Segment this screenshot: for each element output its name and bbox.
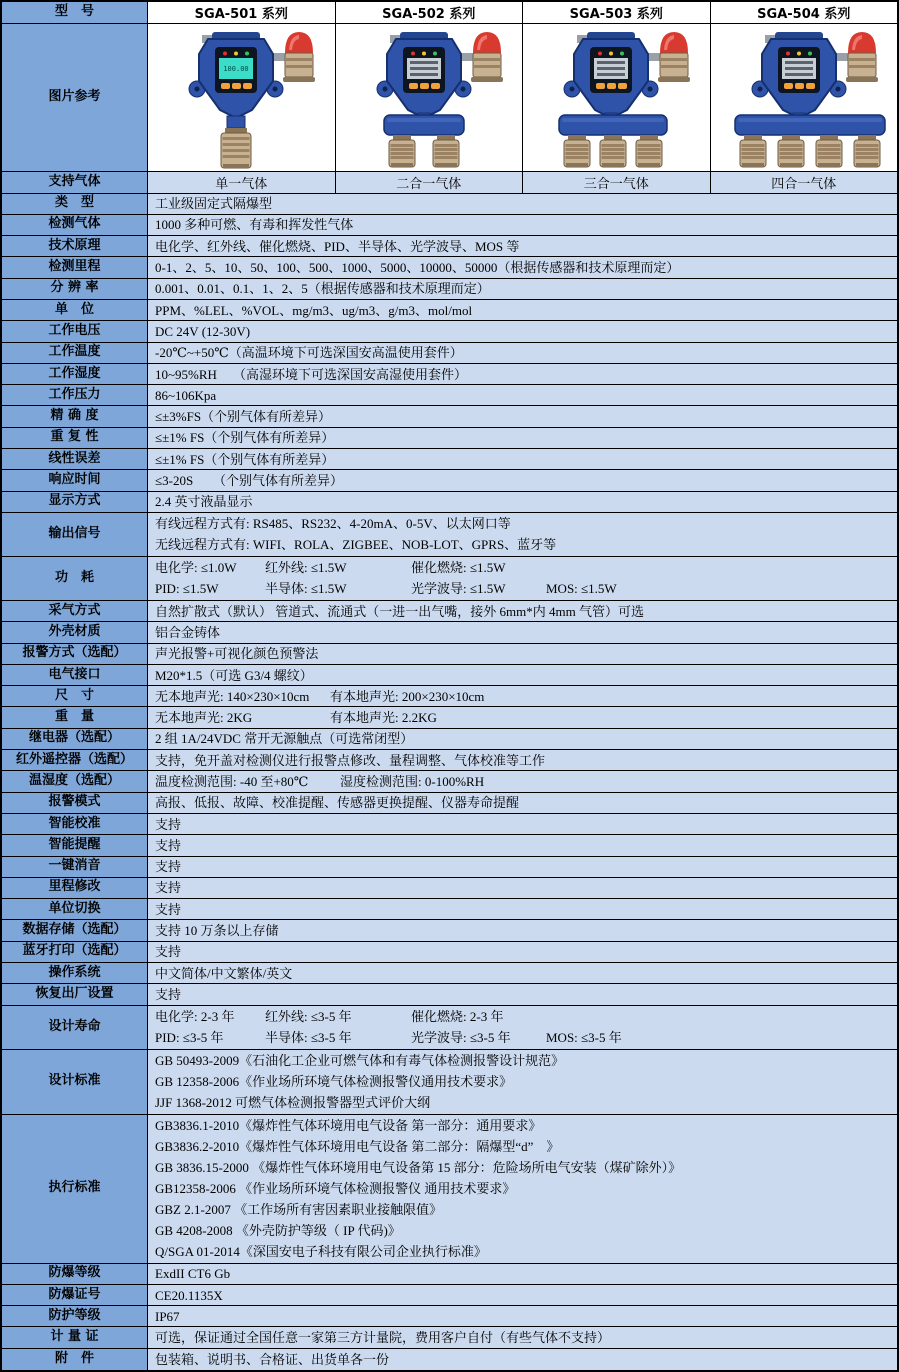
spec-label: 重 复 性 — [2, 428, 148, 448]
spec-row — [2, 279, 897, 300]
spec-value-line — [155, 321, 897, 341]
spec-value-text: 支持，免开盖对检测仪进行报警点修改、量程调整、气体校准等工作 — [155, 752, 546, 768]
spec-value-line — [155, 601, 897, 621]
supported-gas-label: 支持气体 — [2, 172, 148, 193]
spec-value-line — [155, 793, 897, 813]
spec-label: 尺 寸 — [2, 686, 148, 706]
spec-row — [2, 665, 897, 686]
spec-label: 恢复出厂设置 — [2, 984, 148, 1004]
spec-value-text: 无本地声光: 2KG — [155, 710, 253, 726]
spec-value-text: ExdII CT6 Gb — [155, 1266, 231, 1282]
spec-row — [2, 686, 897, 707]
spec-value-line — [155, 878, 897, 898]
spec-value-text: （个别气体有所差异） — [213, 473, 344, 489]
spec-row — [2, 899, 897, 920]
spec-value-line — [155, 707, 897, 727]
spec-value — [148, 1306, 897, 1326]
spec-value — [148, 492, 897, 512]
spec-value-line — [155, 236, 897, 256]
spec-label: 功 耗 — [2, 557, 148, 600]
spec-value-line — [155, 1327, 897, 1347]
spec-label: 单 位 — [2, 300, 148, 320]
spec-value — [148, 513, 897, 556]
spec-value-text: GB 12358-2006《作业场所环境气体检测报警仪通用技术要求》 — [155, 1074, 513, 1090]
spec-value-line — [155, 665, 897, 685]
spec-label: 输出信号 — [2, 513, 148, 556]
spec-value-text: GBZ 2.1-2007 《工作场所有害因素职业接触限值》 — [155, 1202, 443, 1218]
spec-value-line — [155, 343, 897, 363]
spec-value-text: 支持 10 万条以上存储 — [155, 923, 279, 939]
spec-value-text: PID: ≤3-5 年 — [155, 1030, 224, 1046]
spec-row — [2, 707, 897, 728]
spec-value-text: DC 24V (12-30V) — [155, 323, 251, 339]
spec-label: 蓝牙打印（选配） — [2, 942, 148, 962]
spec-row — [2, 470, 897, 491]
spec-value — [148, 622, 897, 642]
spec-value-text: 红外线: ≤1.5W — [265, 560, 347, 576]
spec-row — [2, 1285, 897, 1306]
spec-value — [148, 557, 897, 600]
model-name: SGA-503 系列 — [523, 2, 711, 23]
spec-value-text: 支持 — [155, 901, 182, 917]
device-image-cell — [711, 24, 898, 171]
spec-row — [2, 236, 897, 257]
spec-value-text: 无线远程方式有: WIFI、ROLA、ZIGBEE、NOB-LOT、GPRS、蓝牙等 — [155, 537, 557, 553]
spec-value-text: GB 4208-2008 《外壳防护等级（ IP 代码)》 — [155, 1223, 401, 1239]
spec-value-line — [155, 1264, 897, 1284]
spec-row — [2, 750, 897, 771]
device-image-cell — [336, 24, 524, 171]
spec-value-text: 有本地声光: 200×230×10cm — [330, 688, 485, 704]
spec-value-text: 声光报警+可视化颜色预警法 — [155, 646, 319, 662]
spec-value-text: 可选，保证通过全国任意一家第三方计量院，费用客户自付（有些气体不支持） — [155, 1330, 611, 1346]
spec-value-line — [155, 557, 897, 578]
spec-value — [148, 857, 897, 877]
spec-value-text: GB3836.2-2010《爆炸性气体环境用电气设备 第二部分：隔爆型“d” 》 — [155, 1139, 560, 1155]
spec-value-text: GB 3836.15-2000 《爆炸性气体环境用电气设备第 15 部分：危险场所电气安装（煤矿除外）》 — [155, 1160, 682, 1176]
spec-value-text: ≤±1% FS（个别气体有所差异） — [155, 451, 335, 467]
spec-value — [148, 729, 897, 749]
spec-value-line — [155, 406, 897, 426]
spec-label: 防爆证号 — [2, 1285, 148, 1305]
spec-label: 设计寿命 — [2, 1006, 148, 1049]
spec-row — [2, 942, 897, 963]
image-reference-row — [2, 24, 897, 172]
spec-value-line — [155, 814, 897, 834]
spec-value-text: 1000 多种可燃、有毒和挥发性气体 — [155, 217, 354, 233]
spec-value-line — [155, 364, 897, 384]
spec-value — [148, 300, 897, 320]
spec-value-line — [155, 1285, 897, 1305]
spec-label: 重 量 — [2, 707, 148, 727]
spec-value-line — [155, 622, 897, 642]
spec-row — [2, 257, 897, 278]
supported-gas-row — [2, 172, 897, 194]
spec-value-text: 电化学、红外线、催化燃烧、PID、半导体、光学波导、MOS 等 — [155, 238, 520, 254]
spec-row — [2, 963, 897, 984]
spec-value-text: 高报、低报、故障、校准提醒、传感器更换提醒、仪器寿命提醒 — [155, 795, 520, 811]
spec-value — [148, 428, 897, 448]
spec-value-text: 无本地声光: 140×230×10cm — [155, 688, 310, 704]
spec-value-line — [155, 428, 897, 448]
spec-value-line — [155, 1071, 897, 1092]
spec-row — [2, 984, 897, 1005]
gas-detector-illustration-4-sensor — [711, 24, 897, 171]
spec-value-text: 支持 — [155, 944, 182, 960]
spec-label: 报警模式 — [2, 793, 148, 813]
spec-value-text: ≤±3%FS（个别气体有所差异） — [155, 409, 332, 425]
spec-value — [148, 406, 897, 426]
spec-value-text: 10~95%RH — [155, 366, 217, 382]
spec-value-text: 支持 — [155, 816, 182, 832]
spec-row — [2, 321, 897, 342]
spec-row — [2, 1050, 897, 1115]
image-row-label: 图片参考 — [2, 24, 148, 171]
spec-value-text: 有线远程方式有: RS485、RS232、4-20mA、0-5V、以太网口等 — [155, 516, 511, 532]
spec-value — [148, 279, 897, 299]
spec-label: 附 件 — [2, 1349, 148, 1370]
spec-label: 外壳材质 — [2, 622, 148, 642]
spec-value-text: 2.4 英寸液晶显示 — [155, 494, 253, 510]
spec-value-text: PPM、%LEL、%VOL、mg/m3、ug/m3、g/m3、mol/mol — [155, 302, 473, 318]
spec-label: 防护等级 — [2, 1306, 148, 1326]
spec-value — [148, 984, 897, 1004]
spec-value-line — [155, 1115, 897, 1136]
spec-label: 操作系统 — [2, 963, 148, 983]
spec-value — [148, 194, 897, 214]
spec-value — [148, 470, 897, 490]
model-header-row — [2, 2, 897, 24]
spec-value-line — [155, 492, 897, 512]
spec-value — [148, 601, 897, 621]
spec-value-text: 0-1、2、5、10、50、100、500、1000、5000、10000、50000（根据传感器和技术原理而定） — [155, 260, 680, 276]
spec-value-text: 支持 — [155, 986, 182, 1002]
spec-label: 响应时间 — [2, 470, 148, 490]
spec-value-text: 包装箱、说明书、合格证、出货单各一份 — [155, 1351, 390, 1367]
spec-value — [148, 1006, 897, 1049]
spec-row — [2, 343, 897, 364]
spec-value-line — [155, 257, 897, 277]
spec-row — [2, 1349, 897, 1370]
spec-value — [148, 364, 897, 384]
spec-row — [2, 406, 897, 427]
supported-gas-value: 三合一气体 — [523, 172, 711, 193]
spec-value — [148, 1327, 897, 1347]
spec-value-text: 支持 — [155, 859, 182, 875]
spec-value-line — [155, 1092, 897, 1113]
spec-value-line — [155, 1349, 897, 1370]
device-image-cell — [523, 24, 711, 171]
spec-value — [148, 878, 897, 898]
spec-value-text: 湿度检测范围: 0-100%RH — [340, 773, 485, 789]
spec-label: 采气方式 — [2, 601, 148, 621]
spec-value — [148, 385, 897, 405]
spec-row — [2, 215, 897, 236]
spec-value — [148, 835, 897, 855]
spec-row — [2, 601, 897, 622]
spec-value-line — [155, 920, 897, 940]
spec-label: 显示方式 — [2, 492, 148, 512]
spec-row — [2, 835, 897, 856]
spec-row — [2, 557, 897, 601]
gas-detector-illustration-2-sensor — [336, 24, 522, 171]
spec-label: 执行标准 — [2, 1115, 148, 1263]
spec-row — [2, 1264, 897, 1285]
spec-label: 里程修改 — [2, 878, 148, 898]
spec-value-line — [155, 1027, 897, 1048]
spec-value — [148, 1264, 897, 1284]
spec-row — [2, 793, 897, 814]
spec-value — [148, 449, 897, 469]
spec-value — [148, 750, 897, 770]
spec-label: 工作温度 — [2, 343, 148, 363]
spec-value-line — [155, 513, 897, 534]
spec-value — [148, 707, 897, 727]
spec-value-line — [155, 1241, 897, 1262]
spec-value-line — [155, 686, 897, 706]
spec-value — [148, 644, 897, 664]
spec-row — [2, 1006, 897, 1050]
spec-label: 防爆等级 — [2, 1264, 148, 1284]
spec-value-text: IP67 — [155, 1308, 180, 1324]
spec-value-text: GB 50493-2009《石油化工企业可燃气体和有毒气体检测报警设计规范》 — [155, 1053, 565, 1069]
spec-label: 智能提醒 — [2, 835, 148, 855]
spec-value — [148, 942, 897, 962]
spec-value-text: 电化学: 2-3 年 — [155, 1009, 235, 1025]
spec-row — [2, 1115, 897, 1264]
spec-value-text: 光学波导: ≤3-5 年 — [411, 1030, 511, 1046]
spec-row — [2, 449, 897, 470]
spec-row — [2, 857, 897, 878]
spec-label: 线性误差 — [2, 449, 148, 469]
spec-value-line — [155, 534, 897, 555]
spec-label: 设计标准 — [2, 1050, 148, 1114]
spec-value — [148, 771, 897, 791]
spec-value-text: Q/SGA 01-2014《深国安电子科技有限公司企业执行标准》 — [155, 1244, 487, 1260]
spec-label: 精 确 度 — [2, 406, 148, 426]
spec-value-line — [155, 1136, 897, 1157]
spec-value — [148, 899, 897, 919]
spec-value-text: -20℃~+50℃（高温环境下可选深国安高温使用套件） — [155, 345, 463, 361]
spec-value-text: CE20.1135X — [155, 1287, 223, 1303]
spec-label: 工作电压 — [2, 321, 148, 341]
spec-value-text: 自然扩散式（默认） 管道式、流通式（一进一出气嘴，接外 6mm*内 4mm 气管）可选 — [155, 603, 644, 619]
spec-value-text: 催化燃烧: ≤1.5W — [411, 560, 506, 576]
spec-label: 检测气体 — [2, 215, 148, 235]
spec-value — [148, 793, 897, 813]
spec-value-text: 半导体: ≤3-5 年 — [265, 1030, 352, 1046]
spec-value-line — [155, 1178, 897, 1199]
spec-row — [2, 194, 897, 215]
spec-value-line — [155, 984, 897, 1004]
spec-value-line — [155, 750, 897, 770]
spec-value-text: GB3836.1-2010《爆炸性气体环境用电气设备 第一部分：通用要求》 — [155, 1118, 542, 1134]
supported-gas-value: 单一气体 — [148, 172, 336, 193]
spec-label: 工作湿度 — [2, 364, 148, 384]
spec-value-text: 86~106Kpa — [155, 387, 217, 403]
spec-value-line — [155, 300, 897, 320]
model-header-label: 型 号 — [2, 2, 148, 23]
spec-value-line — [155, 470, 897, 490]
spec-value-text: 铝合金铸体 — [155, 624, 221, 640]
spec-value-line — [155, 1157, 897, 1178]
spec-value-line — [155, 1050, 897, 1071]
spec-value-line — [155, 963, 897, 983]
spec-value-text: 电化学: ≤1.0W — [155, 560, 237, 576]
svg-text:100.00: 100.00 — [223, 64, 249, 73]
spec-row — [2, 428, 897, 449]
spec-row — [2, 920, 897, 941]
supported-gas-value: 四合一气体 — [711, 172, 898, 193]
spec-label: 温湿度（选配） — [2, 771, 148, 791]
spec-row — [2, 814, 897, 835]
spec-value — [148, 1115, 897, 1263]
spec-value-text: ≤±1% FS（个别气体有所差异） — [155, 430, 335, 446]
spec-label: 报警方式（选配） — [2, 644, 148, 664]
spec-value — [148, 920, 897, 940]
spec-row — [2, 878, 897, 899]
spec-value-text: 工业级固定式隔爆型 — [155, 196, 273, 212]
spec-label: 红外遥控器（选配） — [2, 750, 148, 770]
spec-value-text: 有本地声光: 2.2KG — [330, 710, 437, 726]
spec-row — [2, 1327, 897, 1348]
spec-value — [148, 686, 897, 706]
spec-label: 计 量 证 — [2, 1327, 148, 1347]
spec-label: 继电器（选配） — [2, 729, 148, 749]
spec-row — [2, 300, 897, 321]
spec-label: 类 型 — [2, 194, 148, 214]
spec-value — [148, 963, 897, 983]
spec-row — [2, 385, 897, 406]
spec-value — [148, 814, 897, 834]
spec-value-line — [155, 644, 897, 664]
spec-value-text: 红外线: ≤3-5 年 — [265, 1009, 352, 1025]
spec-row — [2, 644, 897, 665]
spec-value-line — [155, 1306, 897, 1326]
spec-value-text: GB12358-2006 《作业场所环境气体检测报警仪 通用技术要求》 — [155, 1181, 516, 1197]
spec-value — [148, 321, 897, 341]
spec-label: 单位切换 — [2, 899, 148, 919]
spec-label: 检测里程 — [2, 257, 148, 277]
spec-value — [148, 1349, 897, 1370]
spec-value-line — [155, 771, 897, 791]
spec-value-text: JJF 1368-2012 可燃气体检测报警器型式评价大纲 — [155, 1095, 431, 1111]
spec-value-text: 支持 — [155, 837, 182, 853]
gas-detector-illustration-3-sensor — [523, 24, 709, 171]
spec-value-text: （高湿环境下可选深国安高湿使用套件） — [233, 366, 468, 382]
spec-value-line — [155, 194, 897, 214]
spec-row — [2, 513, 897, 557]
supported-gas-value: 二合一气体 — [336, 172, 524, 193]
gas-detector-illustration-1-sensor — [148, 24, 334, 171]
spec-value — [148, 1050, 897, 1114]
spec-label: 分 辨 率 — [2, 279, 148, 299]
spec-value — [148, 236, 897, 256]
spec-value — [148, 215, 897, 235]
spec-label: 电气接口 — [2, 665, 148, 685]
spec-value — [148, 665, 897, 685]
spec-value-text: PID: ≤1.5W — [155, 581, 219, 597]
spec-value-line — [155, 1199, 897, 1220]
spec-value-text: 0.001、0.01、0.1、1、2、5（根据传感器和技术原理而定） — [155, 281, 490, 297]
spec-value-text: 支持 — [155, 880, 182, 896]
spec-value-line — [155, 449, 897, 469]
spec-value-text: 催化燃烧: 2-3 年 — [411, 1009, 504, 1025]
spec-value-line — [155, 1006, 897, 1027]
spec-value-line — [155, 729, 897, 749]
spec-value-text: MOS: ≤1.5W — [546, 581, 617, 597]
spec-value-line — [155, 385, 897, 405]
spec-label: 一键消音 — [2, 857, 148, 877]
spec-value-line — [155, 857, 897, 877]
spec-value-line — [155, 835, 897, 855]
spec-value-text: 半导体: ≤1.5W — [265, 581, 347, 597]
spec-row — [2, 622, 897, 643]
spec-row — [2, 492, 897, 513]
spec-value — [148, 1285, 897, 1305]
spec-value-text: 温度检测范围: -40 至+80℃ — [155, 773, 309, 789]
spec-label: 技术原理 — [2, 236, 148, 256]
spec-row — [2, 1306, 897, 1327]
spec-value-line — [155, 942, 897, 962]
spec-row — [2, 729, 897, 750]
spec-row — [2, 364, 897, 385]
spec-value-text: 中文简体/中文繁体/英文 — [155, 965, 293, 981]
spec-value-line — [155, 1220, 897, 1241]
spec-value — [148, 343, 897, 363]
model-name: SGA-504 系列 — [711, 2, 898, 23]
spec-label: 数据存储（选配） — [2, 920, 148, 940]
spec-row — [2, 771, 897, 792]
spec-value — [148, 257, 897, 277]
spec-value-text: 2 组 1A/24VDC 常开无源触点（可选常闭型） — [155, 731, 414, 747]
model-name: SGA-501 系列 — [148, 2, 336, 23]
device-image-cell — [148, 24, 336, 171]
model-name: SGA-502 系列 — [336, 2, 524, 23]
spec-value-text: M20*1.5（可选 G3/4 螺纹） — [155, 667, 313, 683]
spec-value-line — [155, 215, 897, 235]
spec-value-text: MOS: ≤3-5 年 — [546, 1030, 622, 1046]
spec-value-text: ≤3-20S — [155, 473, 194, 489]
spec-value-line — [155, 279, 897, 299]
spec-label: 智能校准 — [2, 814, 148, 834]
spec-value-text: 光学波导: ≤1.5W — [411, 581, 506, 597]
spec-value-line — [155, 899, 897, 919]
spec-label: 工作压力 — [2, 385, 148, 405]
spec-value-line — [155, 578, 897, 599]
